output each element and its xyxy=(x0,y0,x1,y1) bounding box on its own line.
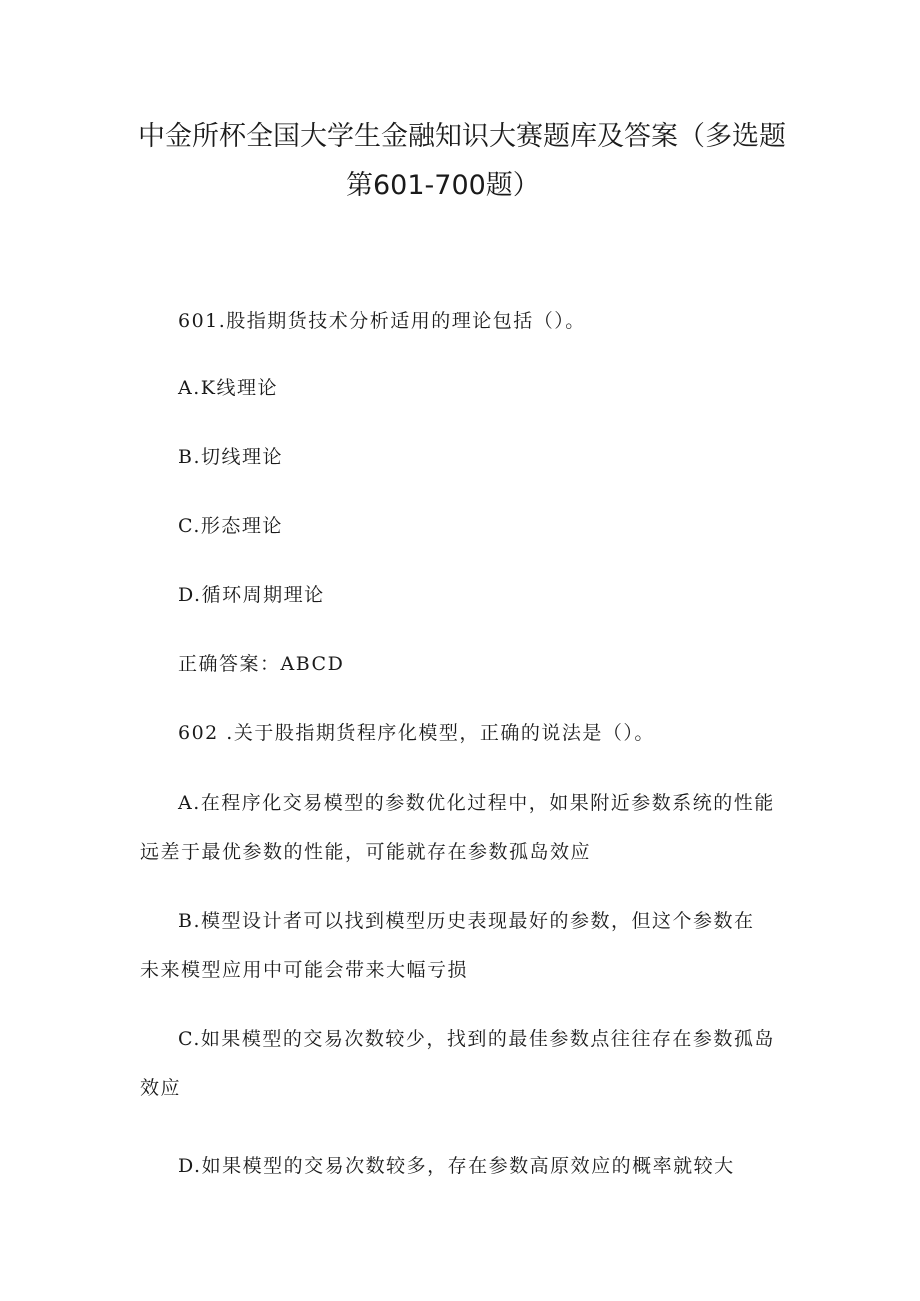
question-601-stem: 601.股指期货技术分析适用的理论包括（）。 xyxy=(178,310,586,332)
question-602-option-d-line1: D.如果模型的交易次数较多，存在参数高原效应的概率就较大 xyxy=(178,1155,735,1177)
question-602-option-c-line2: 效应 xyxy=(140,1077,182,1099)
question-601-option-b: B.切线理论 xyxy=(178,446,284,468)
question-602-option-a-line2: 远差于最优参数的性能，可能就存在参数孤岛效应 xyxy=(140,841,592,863)
question-602-option-c-line1: C.如果模型的交易次数较少，找到的最佳参数点往往存在参数孤岛 xyxy=(178,1028,775,1050)
title-line-2: 第601-700题） xyxy=(346,170,540,201)
question-601-answer: 正确答案：ABCD xyxy=(178,653,345,675)
question-602-option-a-line1: A.在程序化交易模型的参数优化过程中，如果附近参数系统的性能 xyxy=(178,792,775,814)
question-602-option-b-line1: B.模型设计者可以找到模型历史表现最好的参数，但这个参数在 xyxy=(178,910,755,932)
question-601-option-d: D.循环周期理论 xyxy=(178,584,325,606)
question-602-option-b-line2: 未来模型应用中可能会带来大幅亏损 xyxy=(140,959,469,981)
question-601-option-c: C.形态理论 xyxy=(178,515,283,537)
question-602-stem: 602 .关于股指期货程序化模型，正确的说法是（）。 xyxy=(178,722,655,744)
question-601-option-a: A.K线理论 xyxy=(178,377,278,399)
title-line-1: 中金所杯全国大学生金融知识大赛题库及答案（多选题 xyxy=(138,121,786,152)
